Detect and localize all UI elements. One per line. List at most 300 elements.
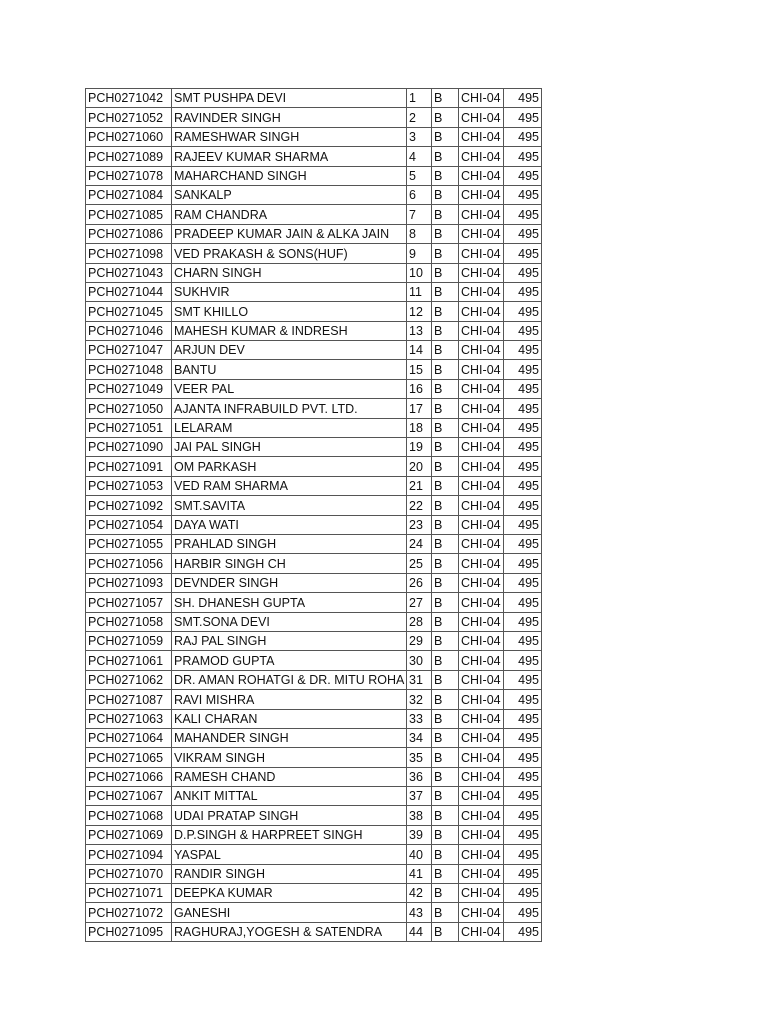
table-row [86,728,542,747]
allottee-code-cell: PCH0271055 [86,534,172,553]
amount-cell: 495 [504,903,542,922]
allottee-code-cell: PCH0271051 [86,418,172,437]
group-code-cell: CHI-04 [459,806,504,825]
allottee-name-cell: DAYA WATI [172,515,407,534]
allottee-code-cell: PCH0271065 [86,748,172,767]
allottee-name-cell: RAJEEV KUMAR SHARMA [172,147,407,166]
allottee-name-cell: D.P.SINGH & HARPREET SINGH [172,825,407,844]
category-cell: B [432,806,459,825]
category-cell: B [432,670,459,689]
allottee-code-cell: PCH0271087 [86,690,172,709]
serial-number-cell: 26 [407,573,432,592]
table-row [86,515,542,534]
amount-cell: 495 [504,321,542,340]
category-cell: B [432,825,459,844]
serial-number-cell: 31 [407,670,432,689]
category-cell: B [432,127,459,146]
allottee-name-cell: RANDIR SINGH [172,864,407,883]
group-code-cell: CHI-04 [459,864,504,883]
allottee-name-cell: RAJ PAL SINGH [172,631,407,650]
table-row [86,864,542,883]
table-row [86,612,542,631]
allottee-code-cell: PCH0271067 [86,787,172,806]
table-row [86,670,542,689]
category-cell: B [432,341,459,360]
group-code-cell: CHI-04 [459,825,504,844]
allottee-name-cell: DEVNDER SINGH [172,573,407,592]
amount-cell: 495 [504,263,542,282]
category-cell: B [432,884,459,903]
group-code-cell: CHI-04 [459,767,504,786]
table-row [86,534,542,553]
allottee-name-cell: PRADEEP KUMAR JAIN & ALKA JAIN [172,224,407,243]
allottee-name-cell: KALI CHARAN [172,709,407,728]
category-cell: B [432,903,459,922]
allottee-code-cell: PCH0271042 [86,89,172,108]
category-cell: B [432,418,459,437]
table-row [86,438,542,457]
amount-cell: 495 [504,806,542,825]
category-cell: B [432,631,459,650]
category-cell: B [432,457,459,476]
category-cell: B [432,147,459,166]
serial-number-cell: 30 [407,651,432,670]
category-cell: B [432,651,459,670]
table-row [86,496,542,515]
amount-cell: 495 [504,612,542,631]
group-code-cell: CHI-04 [459,166,504,185]
allottee-name-cell: VIKRAM SINGH [172,748,407,767]
serial-number-cell: 5 [407,166,432,185]
allottee-code-cell: PCH0271094 [86,845,172,864]
allottee-name-cell: SMT PUSHPA DEVI [172,89,407,108]
category-cell: B [432,108,459,127]
allottee-name-cell: VED RAM SHARMA [172,476,407,495]
group-code-cell: CHI-04 [459,631,504,650]
allottee-code-cell: PCH0271061 [86,651,172,670]
serial-number-cell: 34 [407,728,432,747]
serial-number-cell: 15 [407,360,432,379]
allottee-name-cell: PRAHLAD SINGH [172,534,407,553]
allottee-code-cell: PCH0271098 [86,244,172,263]
allottee-name-cell: OM PARKASH [172,457,407,476]
amount-cell: 495 [504,593,542,612]
allottee-name-cell: VED PRAKASH & SONS(HUF) [172,244,407,263]
table-row [86,457,542,476]
group-code-cell: CHI-04 [459,224,504,243]
serial-number-cell: 39 [407,825,432,844]
allottee-code-cell: PCH0271050 [86,399,172,418]
table-row [86,399,542,418]
group-code-cell: CHI-04 [459,89,504,108]
allottee-name-cell: YASPAL [172,845,407,864]
table-row [86,360,542,379]
amount-cell: 495 [504,418,542,437]
serial-number-cell: 17 [407,399,432,418]
serial-number-cell: 10 [407,263,432,282]
category-cell: B [432,496,459,515]
category-cell: B [432,690,459,709]
group-code-cell: CHI-04 [459,321,504,340]
allottee-name-cell: SMT.SAVITA [172,496,407,515]
serial-number-cell: 33 [407,709,432,728]
amount-cell: 495 [504,845,542,864]
allottee-name-cell: RAGHURAJ,YOGESH & SATENDRA [172,922,407,941]
amount-cell: 495 [504,884,542,903]
table-row [86,244,542,263]
group-code-cell: CHI-04 [459,728,504,747]
group-code-cell: CHI-04 [459,205,504,224]
table-row [86,806,542,825]
group-code-cell: CHI-04 [459,651,504,670]
category-cell: B [432,728,459,747]
allottee-code-cell: PCH0271064 [86,728,172,747]
serial-number-cell: 18 [407,418,432,437]
serial-number-cell: 16 [407,379,432,398]
serial-number-cell: 1 [407,89,432,108]
allottee-code-cell: PCH0271043 [86,263,172,282]
table-row [86,282,542,301]
amount-cell: 495 [504,438,542,457]
allottee-code-cell: PCH0271047 [86,341,172,360]
group-code-cell: CHI-04 [459,515,504,534]
category-cell: B [432,845,459,864]
category-cell: B [432,748,459,767]
allottee-code-cell: PCH0271045 [86,302,172,321]
group-code-cell: CHI-04 [459,341,504,360]
amount-cell: 495 [504,360,542,379]
category-cell: B [432,263,459,282]
allottee-code-cell: PCH0271084 [86,185,172,204]
category-cell: B [432,399,459,418]
category-cell: B [432,282,459,301]
group-code-cell: CHI-04 [459,360,504,379]
table-row [86,379,542,398]
allottee-code-cell: PCH0271049 [86,379,172,398]
group-code-cell: CHI-04 [459,612,504,631]
amount-cell: 495 [504,399,542,418]
allottee-name-cell: GANESHI [172,903,407,922]
serial-number-cell: 23 [407,515,432,534]
category-cell: B [432,224,459,243]
serial-number-cell: 6 [407,185,432,204]
table-row [86,127,542,146]
category-cell: B [432,612,459,631]
amount-cell: 495 [504,89,542,108]
category-cell: B [432,767,459,786]
allottee-code-cell: PCH0271063 [86,709,172,728]
serial-number-cell: 29 [407,631,432,650]
serial-number-cell: 22 [407,496,432,515]
category-cell: B [432,864,459,883]
allottee-code-cell: PCH0271052 [86,108,172,127]
allottee-code-cell: PCH0271048 [86,360,172,379]
allottee-code-cell: PCH0271053 [86,476,172,495]
category-cell: B [432,185,459,204]
allottee-name-cell: RAVI MISHRA [172,690,407,709]
amount-cell: 495 [504,302,542,321]
serial-number-cell: 32 [407,690,432,709]
allottee-name-cell: VEER PAL [172,379,407,398]
allottee-code-cell: PCH0271069 [86,825,172,844]
allottee-code-cell: PCH0271044 [86,282,172,301]
serial-number-cell: 36 [407,767,432,786]
allottee-name-cell: DEEPKA KUMAR [172,884,407,903]
serial-number-cell: 42 [407,884,432,903]
category-cell: B [432,438,459,457]
group-code-cell: CHI-04 [459,418,504,437]
group-code-cell: CHI-04 [459,709,504,728]
allottee-code-cell: PCH0271093 [86,573,172,592]
amount-cell: 495 [504,108,542,127]
table-row [86,922,542,941]
group-code-cell: CHI-04 [459,302,504,321]
serial-number-cell: 38 [407,806,432,825]
amount-cell: 495 [504,166,542,185]
allottee-name-cell: RAMESH CHAND [172,767,407,786]
allottee-code-cell: PCH0271058 [86,612,172,631]
amount-cell: 495 [504,534,542,553]
allottee-name-cell: HARBIR SINGH CH [172,554,407,573]
allottee-code-cell: PCH0271056 [86,554,172,573]
group-code-cell: CHI-04 [459,787,504,806]
category-cell: B [432,787,459,806]
group-code-cell: CHI-04 [459,399,504,418]
allottee-code-cell: PCH0271078 [86,166,172,185]
allottee-code-cell: PCH0271072 [86,903,172,922]
group-code-cell: CHI-04 [459,263,504,282]
category-cell: B [432,554,459,573]
category-cell: B [432,321,459,340]
allottee-name-cell: ANKIT MITTAL [172,787,407,806]
serial-number-cell: 25 [407,554,432,573]
group-code-cell: CHI-04 [459,108,504,127]
serial-number-cell: 44 [407,922,432,941]
category-cell: B [432,573,459,592]
allottee-code-cell: PCH0271095 [86,922,172,941]
allottee-code-cell: PCH0271066 [86,767,172,786]
amount-cell: 495 [504,185,542,204]
allottee-name-cell: UDAI PRATAP SINGH [172,806,407,825]
amount-cell: 495 [504,476,542,495]
amount-cell: 495 [504,573,542,592]
group-code-cell: CHI-04 [459,438,504,457]
amount-cell: 495 [504,282,542,301]
allottee-name-cell: SMT KHILLO [172,302,407,321]
table-row [86,884,542,903]
group-code-cell: CHI-04 [459,922,504,941]
table-row [86,224,542,243]
group-code-cell: CHI-04 [459,534,504,553]
amount-cell: 495 [504,670,542,689]
serial-number-cell: 14 [407,341,432,360]
allottee-code-cell: PCH0271054 [86,515,172,534]
group-code-cell: CHI-04 [459,573,504,592]
allottee-code-cell: PCH0271068 [86,806,172,825]
serial-number-cell: 12 [407,302,432,321]
serial-number-cell: 3 [407,127,432,146]
allottee-name-cell: RAVINDER SINGH [172,108,407,127]
allottee-name-cell: SMT.SONA DEVI [172,612,407,631]
allottee-code-cell: PCH0271089 [86,147,172,166]
allottee-code-cell: PCH0271090 [86,438,172,457]
category-cell: B [432,593,459,612]
serial-number-cell: 35 [407,748,432,767]
serial-number-cell: 11 [407,282,432,301]
group-code-cell: CHI-04 [459,593,504,612]
amount-cell: 495 [504,244,542,263]
allottee-name-cell: AJANTA INFRABUILD PVT. LTD. [172,399,407,418]
amount-cell: 495 [504,341,542,360]
allottee-name-cell: BANTU [172,360,407,379]
allottee-code-cell: PCH0271060 [86,127,172,146]
category-cell: B [432,534,459,553]
table-row [86,748,542,767]
serial-number-cell: 41 [407,864,432,883]
amount-cell: 495 [504,631,542,650]
table-row [86,418,542,437]
amount-cell: 495 [504,767,542,786]
allottee-name-cell: CHARN SINGH [172,263,407,282]
serial-number-cell: 7 [407,205,432,224]
category-cell: B [432,922,459,941]
category-cell: B [432,205,459,224]
group-code-cell: CHI-04 [459,884,504,903]
group-code-cell: CHI-04 [459,903,504,922]
group-code-cell: CHI-04 [459,476,504,495]
group-code-cell: CHI-04 [459,748,504,767]
allottee-name-cell: ARJUN DEV [172,341,407,360]
allottee-name-cell: SANKALP [172,185,407,204]
amount-cell: 495 [504,379,542,398]
group-code-cell: CHI-04 [459,670,504,689]
allottee-name-cell: SUKHVIR [172,282,407,301]
allottee-name-cell: DR. AMAN ROHATGI & DR. MITU ROHA [172,670,407,689]
category-cell: B [432,709,459,728]
group-code-cell: CHI-04 [459,845,504,864]
allottee-name-cell: JAI PAL SINGH [172,438,407,457]
category-cell: B [432,166,459,185]
group-code-cell: CHI-04 [459,554,504,573]
category-cell: B [432,379,459,398]
table-row [86,476,542,495]
amount-cell: 495 [504,496,542,515]
amount-cell: 495 [504,787,542,806]
allottee-code-cell: PCH0271085 [86,205,172,224]
allottee-code-cell: PCH0271070 [86,864,172,883]
allottee-code-cell: PCH0271071 [86,884,172,903]
allottee-name-cell: MAHARCHAND SINGH [172,166,407,185]
table-row [86,108,542,127]
allottee-name-cell: MAHANDER SINGH [172,728,407,747]
allottee-name-cell: RAM CHANDRA [172,205,407,224]
table-row [86,302,542,321]
allottee-code-cell: PCH0271086 [86,224,172,243]
serial-number-cell: 43 [407,903,432,922]
amount-cell: 495 [504,224,542,243]
table-row [86,554,542,573]
allottee-name-cell: LELARAM [172,418,407,437]
allottee-code-cell: PCH0271062 [86,670,172,689]
table-row [86,709,542,728]
table-row [86,205,542,224]
amount-cell: 495 [504,651,542,670]
table-row [86,166,542,185]
category-cell: B [432,476,459,495]
category-cell: B [432,244,459,263]
group-code-cell: CHI-04 [459,244,504,263]
amount-cell: 495 [504,690,542,709]
serial-number-cell: 8 [407,224,432,243]
serial-number-cell: 40 [407,845,432,864]
table-row [86,690,542,709]
table-row [86,767,542,786]
serial-number-cell: 37 [407,787,432,806]
amount-cell: 495 [504,728,542,747]
serial-number-cell: 13 [407,321,432,340]
amount-cell: 495 [504,457,542,476]
table-body [86,89,542,942]
allottee-code-cell: PCH0271092 [86,496,172,515]
group-code-cell: CHI-04 [459,496,504,515]
table-row [86,341,542,360]
allottee-code-cell: PCH0271057 [86,593,172,612]
allottee-name-cell: MAHESH KUMAR & INDRESH [172,321,407,340]
amount-cell: 495 [504,748,542,767]
table-row [86,321,542,340]
amount-cell: 495 [504,554,542,573]
table-row [86,903,542,922]
table-row [86,631,542,650]
serial-number-cell: 4 [407,147,432,166]
allottee-name-cell: PRAMOD GUPTA [172,651,407,670]
category-cell: B [432,302,459,321]
category-cell: B [432,360,459,379]
table-row [86,593,542,612]
category-cell: B [432,89,459,108]
amount-cell: 495 [504,864,542,883]
table-row [86,89,542,108]
amount-cell: 495 [504,515,542,534]
category-cell: B [432,515,459,534]
serial-number-cell: 21 [407,476,432,495]
group-code-cell: CHI-04 [459,185,504,204]
allotment-table [85,88,542,942]
serial-number-cell: 20 [407,457,432,476]
group-code-cell: CHI-04 [459,147,504,166]
table-row [86,573,542,592]
serial-number-cell: 27 [407,593,432,612]
serial-number-cell: 2 [407,108,432,127]
serial-number-cell: 28 [407,612,432,631]
allottee-name-cell: RAMESHWAR SINGH [172,127,407,146]
group-code-cell: CHI-04 [459,379,504,398]
table-row [86,263,542,282]
table-row [86,185,542,204]
table-row [86,787,542,806]
allottee-name-cell: SH. DHANESH GUPTA [172,593,407,612]
allottee-code-cell: PCH0271091 [86,457,172,476]
table-row [86,651,542,670]
amount-cell: 495 [504,825,542,844]
table-row [86,825,542,844]
allottee-code-cell: PCH0271059 [86,631,172,650]
group-code-cell: CHI-04 [459,690,504,709]
amount-cell: 495 [504,147,542,166]
serial-number-cell: 24 [407,534,432,553]
table-row [86,845,542,864]
amount-cell: 495 [504,127,542,146]
